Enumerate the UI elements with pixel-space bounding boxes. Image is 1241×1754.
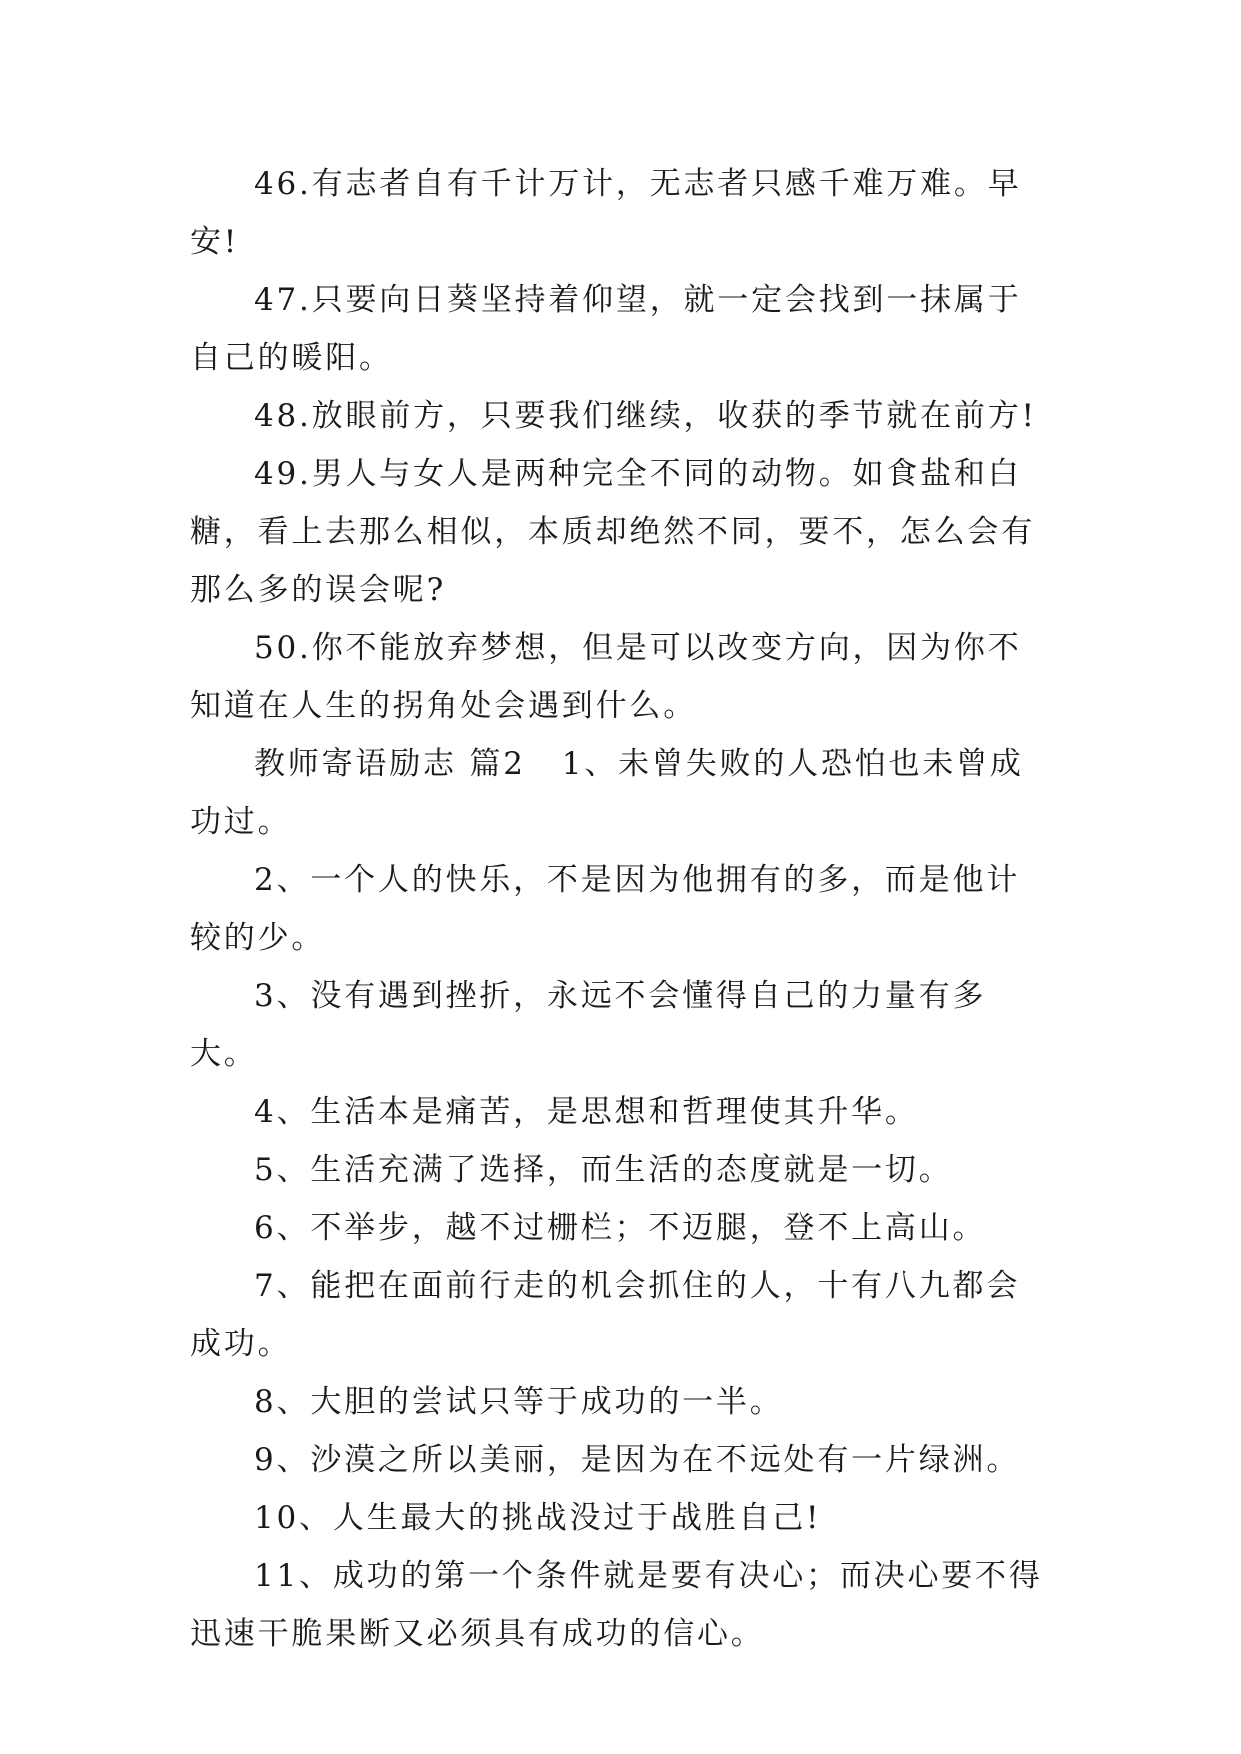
quote-48: 48.放眼前方，只要我们继续，收获的季节就在前方!	[254, 398, 1037, 434]
quote-47: 47.只要向日葵坚持着仰望，就一定会找到一抹属于自己的暖阳。	[190, 282, 1022, 376]
item-4: 4、生活本是痛苦，是思想和哲理使其升华。	[254, 1094, 919, 1130]
section-part: 篇2	[469, 746, 526, 782]
quote-50: 50.你不能放弃梦想，但是可以改变方向，因为你不知道在人生的拐角处会遇到什么。	[190, 630, 1022, 724]
item-3: 3、没有遇到挫折，永远不会懂得自己的力量有多大。	[190, 978, 987, 1072]
section-title: 教师寄语励志	[254, 746, 457, 782]
quote-46: 46.有志者自有千计万计，无志者只感千难万难。早安!	[190, 166, 1022, 260]
document-body	[190, 155, 1050, 1663]
section-heading	[190, 735, 1050, 851]
item-1: 1、未曾失败的人恐怕也未曾成功过。	[190, 746, 1024, 840]
item-2: 2、一个人的快乐，不是因为他拥有的多，而是他计较的少。	[190, 862, 1021, 956]
item-6: 6、不举步，越不过栅栏；不迈腿，登不上高山。	[254, 1210, 987, 1246]
quote-49: 49.男人与女人是两种完全不同的动物。如食盐和白糖，看上去那么相似，本质却绝然不同，要不，怎么会有那么多的误会呢?	[190, 456, 1035, 608]
item-5: 5、生活充满了选择，而生活的态度就是一切。	[254, 1152, 953, 1188]
item-10: 10、人生最大的挑战没过于战胜自己!	[254, 1500, 822, 1536]
item-11: 11、成功的第一个条件就是要有决心；而决心要不得迅速干脆果断又必须具有成功的信心。	[190, 1558, 1043, 1652]
item-8: 8、大胆的尝试只等于成功的一半。	[254, 1384, 784, 1420]
item-9: 9、沙漠之所以美丽，是因为在不远处有一片绿洲。	[254, 1442, 1021, 1478]
item-7: 7、能把在面前行走的机会抓住的人，十有八九都会成功。	[190, 1268, 1021, 1362]
